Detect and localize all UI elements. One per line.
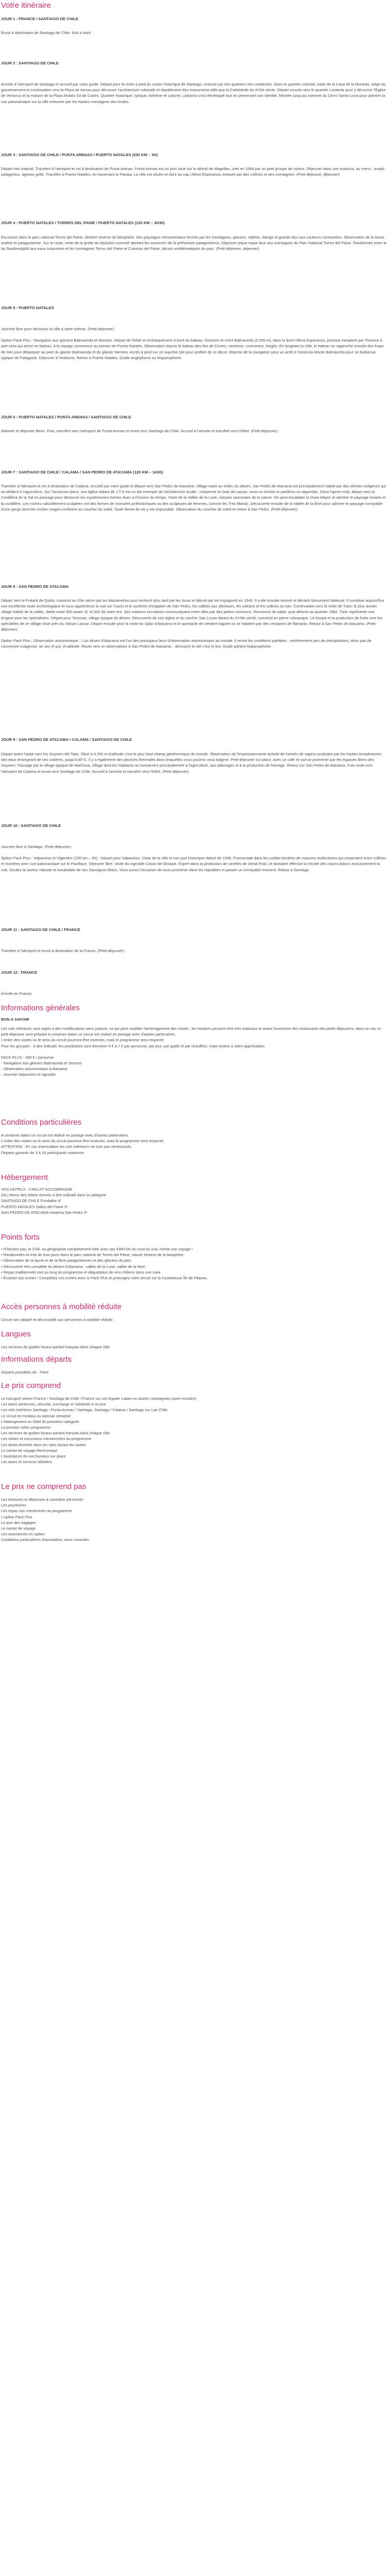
info-line: Pour les groupes : à titre indicatif, les pourboires sont d'environ 4 € à 7 € par personne, par jour, par guide et par chauffeur, mais restent à votre appréciation. xyxy=(1,1043,266,1048)
point-fort-item: • Découverte très complète du désert d'Atacama : vallée de la Lune, vallée de la Mort xyxy=(1,1264,145,1269)
prix-comprend-line: Les services de guides locaux parlant français dans chaque ville xyxy=(1,1431,110,1436)
prix-comprend-line: L'hébergement en hôtel de première catégorie xyxy=(1,1419,79,1424)
info-line: L'ordre des visites ou le sens du circuit pourront être inversés, mais le programme sera respecté. xyxy=(1,1038,165,1043)
conditions-line: ATTENTION : En cas d'annulation les vols intérieurs ne sont pas remboursés. xyxy=(1,1144,133,1149)
hebergement-line: SAN PEDRO DE ATACAMA Hostería San Pedro 4* xyxy=(1,1210,88,1215)
day-title: JOUR 6 : PUERTO NATALES / PUNTA ARENAS / SANTIAGO DE CHILE xyxy=(1,415,132,419)
day-paragraph: Transfert à l'aéroport et vol à destination de Calama. Accueil par votre guide et départ vers San Pedro de Atacama. Village oasis au milieu du désert, San Pedro de Atacama est principalement habité par des ethnies indigènes qui se dédient à l'agriculture. Sur l'ancienne place, son église datant de 1774 est un bel exemple de l'architecture locale : charpente en bois de cactus, murs en torchis et pavillons en algarrobo. Dans l'après-midi, départ vers la Cordillera de la Sal en passage pour découvrir les mystérieuses formes dues à l'érosion du temps. Visite de la Vallée de la Lune, classée sanctuaire de la nature. On peut escalader la Dune Mayor et admirer le paysage lunaire et la cordillère. Les roches naturellement sculptées ont des formes de monstres préhistoriques ou des sculptures de femmes, comme les Tres Marias. Découverte ensuite de la Vallée de la Mort pour admirer le paysage incroyable d'une gorge dont les roches rouges confluent au coucher du soleil. Toute forme de vie y est impossible. Observation du coucher de soleil et retour à San Pedro. (Petit-déjeuner). xyxy=(1,484,386,512)
day-paragraph: Journée libre pour découvrir la ville à votre rythme. (Petit-déjeuner). xyxy=(1,327,115,331)
day-paragraph: Départ très matinal. Transfert à l'aéroport et vol à destination de Punta Arenas. Punta Arenas est un port situé sur le détroit de Magellan, créé en 1848 par un petit groupe de colons. Déjeuner dans une estancia, au menu : asado patagonico, agneau grillé. Transfert à Puerto Natales, en traversant la Pampa. La ville est située en face au cap Ultimo Esperanza, entouré par des collines et des montagnes. (Petit-déjeuner, déjeuner). xyxy=(1,166,385,177)
day-option-paragraph: Option Pack Plus : Navigation aux glaciers Balmaceda et Serrano. Départ de l'hôtel et embarquement à bord du bateau. Direction le mont Balmaceda (2 035 m), dans le fjord Ultima Esperanza, presque inexploré par l'homme à part celui qui arrive en bateau, à la voyage commence au ponton de Puerto Natales. Observation depuis le bateau des îles de Cisnes, canetons, cormorans, longés. En longeant la côte, le bateau se rapproche ensuite des loups de mer pour débarquer au pied du glacier Balmaceda et du glacier Serrano. Accès à pied sur ce superbe site pour profiter de ce décor. Reprise de la navigation pour un arrêt à l'estancia Monte Balmaceda pour un barbecue typique de Patagonie. Déjeuner à l'estancia. Retour à Puerto Natales. Guide anglophone ou hispanophone. xyxy=(1,338,384,360)
acces-line: Circuit non adapté et déconseillé aux personnes à mobilité réduite. xyxy=(1,1317,114,1322)
prix-ne-comprend-line: Le carnet de voyage xyxy=(1,1526,36,1531)
day-paragraph: Matinée et déjeuner libres. Puis, transfert vers l'aéroport de Punta Arenas et envol vers Santiago de Chile. Accueil à l'arrivée et transfert vers l'hôtel. (Petit-déjeuner). xyxy=(1,429,279,433)
prix-comprend-line: Les taxes et services hôteliers xyxy=(1,1460,52,1465)
prix-ne-comprend-line: Les assurances en option xyxy=(1,1532,45,1537)
day-paragraph: Journée libre à Santiago. (Petit-déjeuner). xyxy=(1,844,72,849)
pack-item: - Journée Valparaíso et vignoble xyxy=(1,1072,56,1077)
day-title: JOUR 1 : FRANCE / SANTIAGO DE CHILE xyxy=(1,16,78,21)
point-fort-item: • N'hésitez pas, le Chili, sa géographie complètement folle avec ses 4300 km du nord au sud, mérite son voyage ! xyxy=(1,1247,193,1251)
info-section xyxy=(1,1004,388,1078)
day-title: JOUR 11 : SANTIAGO DE CHILE / FRANCE xyxy=(1,927,80,932)
prix-ne-comprend-section xyxy=(1,1482,388,1543)
day-title: JOUR 12 : FRANCE xyxy=(1,970,38,975)
day-title: JOUR 3 : SANTIAGO DE CHILE / PUNTA ARENAS / PUERTO NATALES (250 KM – 3H) xyxy=(1,152,158,157)
prix-ne-comprend-line: Les boissons et dépenses à caractère personnel xyxy=(1,1497,83,1502)
hebergement-line: PUERTO NATALES Saltos del Paine 3* xyxy=(1,1204,68,1209)
day-5 xyxy=(1,306,388,361)
conditions-section xyxy=(1,1118,388,1156)
departs-section xyxy=(1,1355,388,1375)
prix-comprend-line: Les taxes aériennes, sécurité, surcharge et solidarité à ce jour xyxy=(1,1402,106,1407)
langues-section xyxy=(1,1330,388,1350)
day-8 xyxy=(1,584,388,650)
points-forts-title: Points forts xyxy=(1,1233,40,1242)
hebergement-section xyxy=(1,1173,388,1215)
langues-line: Les services de guides locaux parlant français dans chaque ville xyxy=(1,1345,110,1349)
day-7 xyxy=(1,470,388,512)
prix-comprend-title: Le prix comprend xyxy=(1,1381,61,1390)
prix-ne-comprend-line: L'option Pack Plus xyxy=(1,1514,32,1519)
day-9 xyxy=(1,737,388,774)
info-line: Les vols intérieurs sont sujets à des modifications sans préavis, ce qui peut modifier l'aménagement des visites ; les horaires peuvent être très matinaux et avant l'ouverture des restaurants des petits déjeuners, dans ce cas un petit-déjeuner sera préparé A certaines dates ce circuit est réalisé en partage avec d'autres partenaires. xyxy=(1,1026,381,1037)
point-fort-item: • Repas traditionnels tout au long du programme et dégustation de vins chiliens dans une cave xyxy=(1,1269,161,1275)
day-3 xyxy=(1,152,388,177)
point-fort-item: • Observation de la faune et de la flore patagoniennes et des glaciers du parc xyxy=(1,1258,132,1263)
prix-ne-comprend-line: Le port des bagages xyxy=(1,1520,36,1525)
hebergement-line: SANTIAGO DE CHILE Fundador 4* xyxy=(1,1198,62,1204)
day-paragraph: Arrivée en France. xyxy=(1,991,32,996)
pack-item: - Observation astronomique à Atacama xyxy=(1,1066,68,1072)
conditions-line: Départs garantis de 3 à 18 participants maximum xyxy=(1,1150,85,1155)
prix-comprend-line: La pension selon programme xyxy=(1,1425,51,1430)
itinerary-title: Votre itinéraire xyxy=(1,1,51,10)
pack-item: - Navigation aux glaciers Balmaceda et Serrano xyxy=(1,1061,82,1066)
day-paragraph: Excursion dans le parc national Torres del Paine, déclaré réserve de biosphère. Des paysages monumentaux formés par les montagnes, glaciers, vallées, étangs et grands lacs aux couleurs contrastées. Observation de la faune andine et patagonienne. Sur la route, visite de la grotte du Mylodón curiosité abritant les souvenirs de la préhistoire patagonienne. Déjeuner pique-nique face aux montagnes du Parc National Torres del Paine. Randonnée entre le lac Nordenskjöld aux eaux turquoises et les montagnes Torres del Paine et Cuernos del Paine, décors emblématiques du parc. (Petit-déjeuner, déjeuner). xyxy=(1,235,387,251)
prix-comprend-line: Le circuit en minibus ou autocar climatisé xyxy=(1,1413,71,1418)
day-4 xyxy=(1,221,388,252)
day-option-paragraph: Option Pack Plus : Observation astronomique : L'un désert d'Atacama est l'un des principaux lieux d'observation astronomique au monde. Il réunit les conditions parfaites : extrêmement peu de précipitations, donc pas de couverture nuageuse, air sec et pur, et altitude. Route vers un observatoire à San Pedro de Atacama... découvrir le ciel c'est le but. Guide parlant hispanophone. xyxy=(1,638,372,649)
point-fort-item: • Évoluez vos envies ! Complétez vos envies avec le Pack Plus et prolongez votre circuit sur la mystérieuse Île de Pâques. xyxy=(1,1276,208,1281)
day-title: JOUR 7 : SANTIAGO DE CHILE / CALAMA / SAN PEDRO DE ATACAMA (120 KM – 1H30) xyxy=(1,470,164,474)
day-11 xyxy=(1,927,388,954)
day-title: JOUR 10 : SANTIAGO DE CHILE xyxy=(1,823,61,828)
day-title: JOUR 5 : PUERTO NATALES xyxy=(1,306,54,310)
day-1 xyxy=(1,16,388,36)
prix-comprend-line: Le carnet de voyage électronique xyxy=(1,1448,58,1453)
day-title: JOUR 9 : SAN PEDRO DE ATACAMA / CALAMA / SANTIAGO DE CHILE xyxy=(1,737,132,742)
conditions-title: Conditions particulières xyxy=(1,1118,82,1127)
info-title: Informations générales xyxy=(1,1004,80,1012)
departs-title: Informations départs xyxy=(1,1355,72,1364)
day-paragraph: Transfert à l'aéroport et envol à destination de la France. (Petit-déjeuner). xyxy=(1,948,125,953)
conditions-line: L'ordre des visites ou le sens du circuit pourront être inversés, mais le programme sera respecté. xyxy=(1,1139,165,1144)
points-forts-section xyxy=(1,1233,388,1281)
hebergement-title: Hébergement xyxy=(1,1173,48,1182)
day-title: JOUR 2 : SANTIAGO DE CHILE xyxy=(1,61,59,65)
prix-comprend-line: L'assistance de nos bureaux sur place xyxy=(1,1454,66,1459)
acces-title: Accès personnes à mobilité réduite xyxy=(1,1302,122,1311)
acces-section xyxy=(1,1302,388,1323)
day-paragraph: Envol à destination de Santiago de Chile. Nuit à bord. xyxy=(1,30,92,35)
prix-ne-comprend-line: Les pourboires xyxy=(1,1503,26,1508)
day-title: JOUR 4 : PUERTO NATALES / TORRES DEL PAINE / PUERTO NATALES (120 KM – 3H30) xyxy=(1,221,165,225)
day-paragraph: Départ vers le Pukará de Quitor, construit au XIIe siècle par les Atacameños puis renforcé plus tard par les Incas et détruit par les espagnols en 1540. Il a été ensuite rénové et déclaré Monument National. Il constitue aujourd'hui une excellente route archéologique et vous apprécierez la vue sur l'oasis et le système d'irrigation de San Pedro, les vallées aux alentours, les volcans et les collines au loin. Continuation vers la visite de Tulor, le plus ancien village habité de la vallée, datée entre 800 avant JC et 500 de notre ère. Ses maisons circulaires communiquent entre elles par des patios communs. Recouvert de sable, puis déterré au quartier 1982, Tulor représente une énigme pour les spécialistes. Départ pour Toconao, village typique du désert. Découverte de son église et du clocher San Lucas datant du XVIIIe siècle, construit en pierre volcanique. Lé tissant et la production de fruits sont les spécialités de ce village situé près du Volcan Lascar. Départ ensuite pour la visite du Salar d'Atacama et le spectacle de certaine lagune où se habitent par des centaines de flamants. Retour à San Pedro de Atacama. (Petit-déjeuner). xyxy=(1,598,384,632)
hebergement-line: VOS HOTELS - CIRCUIT ACCOMPAGNE xyxy=(1,1187,73,1192)
conditions-line: A certaines dates ce circuit est réalisé en partage avec d'autres partenaires. xyxy=(1,1133,129,1138)
day-2 xyxy=(1,61,388,105)
day-title: JOUR 8 : SAN PEDRO DE ATACAMA xyxy=(1,584,69,589)
day-12 xyxy=(1,970,388,996)
langues-title: Langues xyxy=(1,1330,31,1338)
prix-comprend-section xyxy=(1,1381,388,1465)
prix-comprend-line: Les vols intérieurs Santiago / Punta Arenas / Santiago, Santiago / Calama / Santiago sur Lan Chile xyxy=(1,1408,168,1413)
day-6 xyxy=(1,415,388,434)
point-fort-item: • Randonnées et trek de trois jours dans le parc national de Torres del Paine, classé réserve de la biosphère , xyxy=(1,1252,186,1258)
prix-ne-comprend-line: Les repas non mentionnés au programme xyxy=(1,1509,72,1514)
departs-line: Départs possibles de : Paris xyxy=(1,1370,49,1375)
prix-ne-comprend-title: Le prix ne comprend pas xyxy=(1,1482,87,1491)
bon-a-savoir-heading: BON A SAVOIR xyxy=(1,1017,29,1022)
prix-comprend-line: Les droits d'entrée dans les sites durant les visites xyxy=(1,1442,86,1447)
prix-comprend-line: Le transport aérien France / Santiago de Chile / France sur vol régulier Latam ou autres compagnies (avec escales) xyxy=(1,1396,197,1401)
prix-comprend-line: Les visites et excursions mentionnées au programme xyxy=(1,1436,91,1442)
day-option-paragraph: Option Pack Plus : Valparaíso et Viganière (230 km – 4h) : Départ pour Valparaíso. Visite de la ville et son port historique datant de 1536. Promenade dans les ruelles bordées de maisons multicolores qui serpentent entre collines et montées avec vue panoramique sur le Pacifique. Déjeuner libre. Visite du vignoble Casas del Bosque. Expert dans la production de variétés de climat froid, ce domaine effectue la récolte des raisins blancs exclusivement la nuit. Goutez la saveur robuste et inoubliable de ses Sauvignon Blanc. Vous aurez l'occasion de vous promener dans les vignobles et passer un incroyable moment. Retour à Santiago. xyxy=(1,856,386,872)
hebergement-line: (NL) Noms des hôtels donnés à titre indicatif dans la catégorie xyxy=(1,1193,106,1198)
day-paragraph: Départ avant l'aube vers les Geysers del Tatio. Situé à 4 200 m d'altitude c'est le plus haut champ géothermique du monde. Observation de l'impressionnante activité de fumeés de vapeur produites par les hautes températures des eaux émergeant de ces cratères, jusqu'à 85°C. Il y a également des piscines thermales dans lesquelles vous pourrez vous baigner. Petit-déjeuner sur place. Avec un café en pot se promener par les espaces libres des Geysers. Passage par le village typique de Machuca, village dont les habitants se consacrent principalement à l'agriculture, aux pâturages et à la production de fromage. Retour sur San Pedro de Atacama. Puis route vers l'aéroport de Calama et envol vers Santiago de Chile. Accueil à l'arrivée et transfert vers l'hôtel. (Petit-déjeuner). xyxy=(1,752,382,774)
pack-plus-heading: PACK PLUS : 490 € / personne xyxy=(1,1055,54,1060)
prix-ne-comprend-line: Conditions particulières d'annulation, nous consulter. xyxy=(1,1537,90,1543)
day-10 xyxy=(1,823,388,873)
day-paragraph: Arrivée à l'aéroport de Santiago et accueil par votre guide. Départ pour la visite à pied du centre historique de Santiago, entouré par des quartiers très modernes. Dans le quartier colonial, visite de la Casa de la Moneda, siège du gouvernement et continuation vers la Plaza de Armas pour découvrir l'architecture coloniale et républicaine des monuments telle que la Cathédrale du XVIIe siècle. Départ ensuite vers le quartier Lastarria pour y découvrir l'Église de Veracruz et la maison de la Plaza Mulato Gil de Castro. Quartier historique, typique, bohème et culturel, Lastarria s'est développé tout en préservant son identité. Montée jusqu'au sommet du Cerro Santa Lucia pour admirer la vue panoramique sur la ville entourée par les hautes montagnes des Andes. xyxy=(1,82,386,104)
